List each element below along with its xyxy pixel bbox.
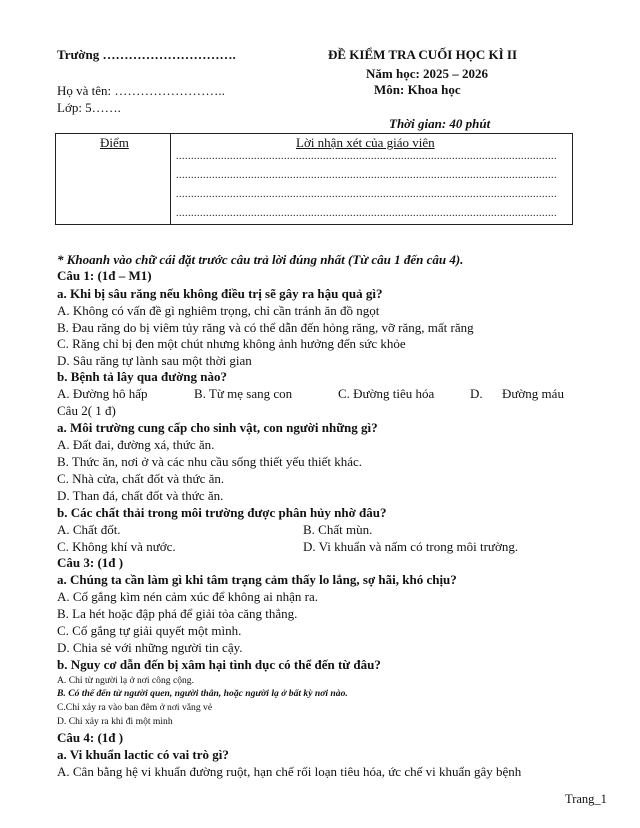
q1b-option: C. Đường tiêu hóa — [338, 386, 435, 401]
q1-title: Câu 1: (1đ – M1) — [57, 268, 152, 283]
q3b-option: B. Có thể đến từ người quen, người thân, hoặc người lạ ở bất kỳ nơi nào. — [57, 688, 348, 699]
q2b-question: b. Các chất thải trong môi trường được phân hủy nhờ đâu? — [57, 505, 387, 520]
q3a-option: B. La hét hoặc đập phá để giải tỏa căng thẳng. — [57, 606, 298, 621]
subject: Môn: Khoa học — [374, 82, 461, 97]
q4a-question: a. Vi khuẩn lactic có vai trò gì? — [57, 747, 229, 762]
q1a-option: B. Đau răng do bị viêm tủy răng và có thể dẫn đến hỏng răng, vỡ răng, mất răng — [57, 320, 474, 335]
q1a-option: C. Răng chỉ bị đen một chút nhưng không ảnh hưởng đến sức khỏe — [57, 336, 406, 351]
q2b-option: A. Chất đốt. — [57, 522, 121, 537]
q2a-question: a. Môi trường cung cấp cho sinh vật, con người những gì? — [57, 420, 378, 435]
comment-dotted-line: ............................................................................................................................... — [176, 152, 557, 162]
exam-title: ĐỀ KIỂM TRA CUỐI HỌC KÌ II — [328, 47, 518, 62]
page-number: Trang_1 — [565, 792, 607, 806]
grade-table-divider — [170, 134, 171, 224]
comment-dotted-line: ............................................................................................................................... — [176, 209, 557, 219]
school-line: Trường …………………………. — [57, 47, 236, 62]
q2b-option: B. Chất mùn. — [303, 522, 373, 537]
q1b-option: Đường máu — [502, 386, 564, 401]
q2b-option: D. Vi khuẩn và nấm có trong môi trường. — [303, 539, 519, 554]
duration: Thời gian: 40 phút — [389, 116, 491, 131]
q1b-question: b. Bệnh tả lây qua đường nào? — [57, 369, 227, 384]
comment-dotted-line: ............................................................................................................................... — [176, 190, 557, 200]
q4a-option: A. Cân bằng hệ vi khuẩn đường ruột, hạn chế rối loạn tiêu hóa, ức chế vi khuẩn gây bệnh — [57, 764, 522, 779]
q3a-question: a. Chúng ta cần làm gì khi tâm trạng cảm thấy lo lắng, sợ hãi, khó chịu? — [57, 572, 457, 587]
q1b-option: B. Từ mẹ sang con — [194, 386, 293, 401]
q2a-option: A. Đất đai, đường xá, thức ăn. — [57, 437, 215, 452]
q2a-option: B. Thức ăn, nơi ở và các nhu cầu sống thiết yếu thiết khác. — [57, 454, 363, 469]
q3a-option: D. Chia sẻ với những người tin cậy. — [57, 640, 243, 655]
school-year: Năm học: 2025 – 2026 — [366, 66, 489, 81]
q3-title: Câu 3: (1đ ) — [57, 555, 124, 570]
q3b-option: A. Chỉ từ người lạ ở nơi công cộng. — [57, 675, 195, 686]
q3b-option: C.Chỉ xảy ra vào ban đêm ở nơi vắng vẻ — [57, 702, 213, 713]
comment-header: Lời nhận xét của giáo viên — [296, 135, 435, 150]
q2b-option: C. Không khí và nước. — [57, 539, 176, 554]
q3a-option: C. Cố gắng tự giải quyết một mình. — [57, 623, 242, 638]
grade-table — [55, 133, 573, 225]
q2-title: Câu 2( 1 đ) — [57, 403, 116, 418]
instruction: * Khoanh vào chữ cái đặt trước câu trả lời đúng nhất (Từ câu 1 đến câu 4). — [57, 252, 464, 267]
q2a-option: D. Than đá, chất đốt và thức ăn. — [57, 488, 224, 503]
q1a-question: a. Khi bị sâu răng nếu không điều trị sẽ gây ra hậu quả gì? — [57, 286, 383, 301]
q1b-option: D. — [470, 386, 483, 401]
comment-dotted-line: ............................................................................................................................... — [176, 171, 557, 181]
q4-title: Câu 4: (1đ ) — [57, 730, 124, 745]
q3a-option: A. Cố gắng kìm nén cảm xúc để không ai nhận ra. — [57, 589, 319, 604]
q3b-question: b. Nguy cơ dẫn đến bị xâm hại tình dục có thể đến từ đâu? — [57, 657, 381, 672]
q3b-option: D. Chỉ xảy ra khi đi một mình — [57, 716, 173, 727]
q1a-option: D. Sâu răng tự lành sau một thời gian — [57, 353, 252, 368]
q1a-option: A. Không có vấn đề gì nghiêm trọng, chỉ cần tránh ăn đồ ngọt — [57, 303, 380, 318]
class-line: Lớp: 5……. — [57, 100, 121, 115]
q2a-option: C. Nhà cửa, chất đốt và thức ăn. — [57, 471, 225, 486]
q1b-option: A. Đường hô hấp — [57, 386, 148, 401]
score-header: Điểm — [100, 135, 129, 150]
name-line: Họ và tên: …………………….. — [57, 83, 225, 98]
